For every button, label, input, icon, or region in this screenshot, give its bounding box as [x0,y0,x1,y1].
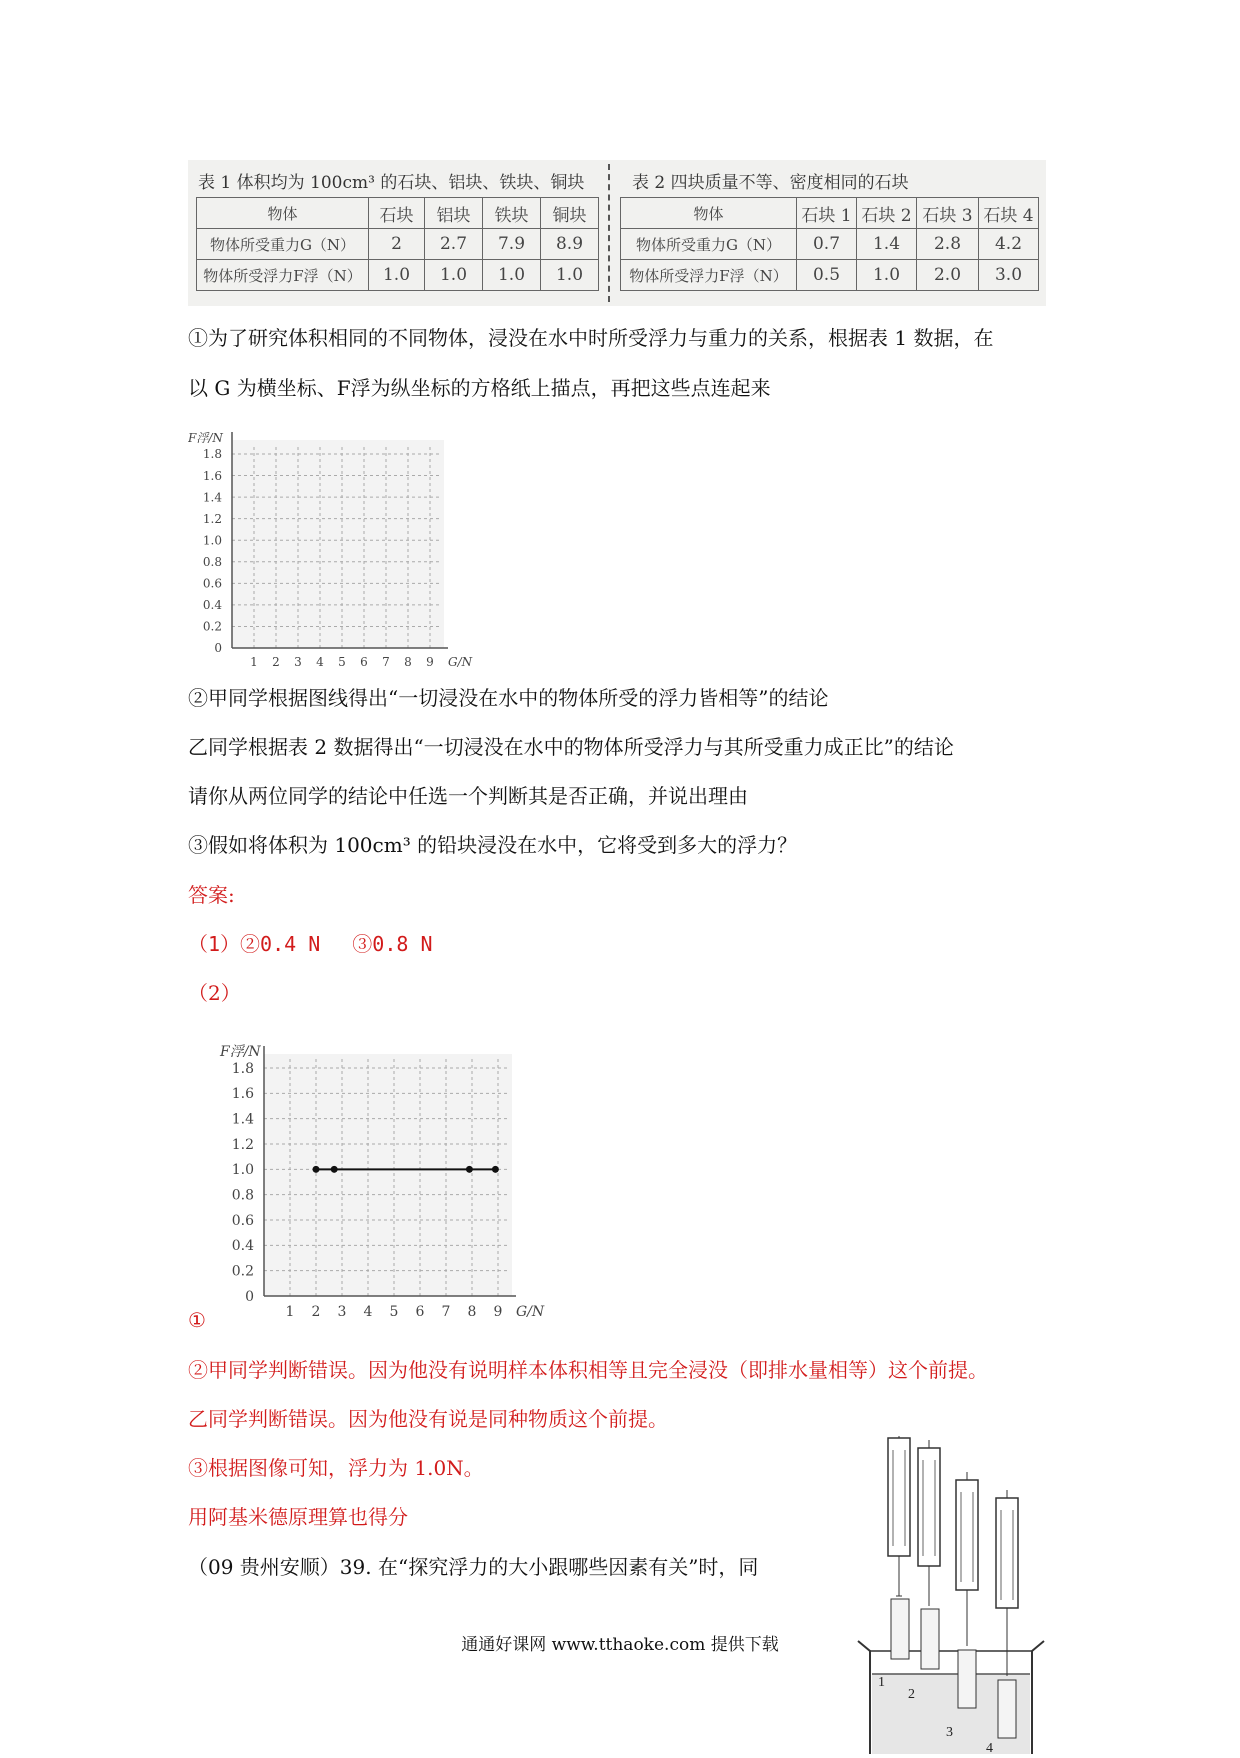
table-cell: 石块 2 [857,198,917,229]
page-footer: 通通好课网 www.tthaoke.com 提供下载 [461,1635,779,1655]
table-row [621,260,1039,291]
table-cell: 铜块 [541,198,599,229]
data-tables-panel [188,160,1046,306]
x-tick-label: 3 [294,655,302,669]
table-cell: 1.0 [483,260,541,291]
x-tick-label: 3 [337,1304,347,1318]
table-cell: 1.0 [425,260,483,291]
y-tick-label: 1.8 [231,1060,254,1077]
x-tick-label: 6 [360,655,368,669]
answer-a3-line2: 用阿基米德原理算也得分 [188,1505,408,1529]
q2-line2: 乙同学根据表 2 数据得出“一切浸没在水中的物体所受浮力与其所受重力成正比”的结论 [188,735,954,759]
x-tick-label: 7 [382,655,390,669]
chart-background [264,1054,512,1296]
answer-graph-chart-svg [210,1018,550,1318]
table2-caption: 表 2 四块质量不等、密度相同的石块 [632,173,909,193]
table-cell: 物体所受浮力F浮（N） [197,260,369,291]
y-tick-label: 0.4 [231,1238,254,1255]
answer-part1: （1）②0.4 N ③0.8 N [188,932,433,956]
y-tick-label: 1.2 [231,1136,254,1153]
x-tick-label: 1 [285,1304,295,1318]
table-cell: 4.2 [979,229,1039,260]
y-axis-label: F浮/N [220,1044,261,1060]
table-header-row [197,198,599,229]
answer-label: 答案: [188,883,235,907]
answer-a3-line1: ③根据图像可知，浮力为 1.0N。 [188,1456,484,1480]
x-axis-label: G/N [448,655,473,669]
answer-part2: （2） [188,981,241,1005]
x-tick-label: 6 [415,1304,425,1318]
y-tick-label: 0.8 [231,1187,254,1204]
y-tick-label: 0.8 [202,554,222,569]
table-row [197,229,599,260]
x-tick-label: 8 [404,655,412,669]
answer-circle1: ① [188,1308,206,1332]
y-tick-label: 0.2 [202,619,222,634]
table-cell: 7.9 [483,229,541,260]
table-cell: 石块 4 [979,198,1039,229]
answer-a2-line2: 乙同学判断错误。因为他没有说是同种物质这个前提。 [188,1407,668,1431]
data-point [492,1166,499,1173]
table-cell: 铁块 [483,198,541,229]
table2 [620,197,1039,291]
next-question-line: （09 贵州安顺）39. 在“探究浮力的大小跟哪些因素有关”时，同 [188,1555,759,1579]
table-cell: 物体所受重力G（N） [621,229,797,260]
answer-a2-line1: ②甲同学判断错误。因为他没有说明样本体积相等且完全浸没（即排水量相等）这个前提。 [188,1358,988,1382]
table-cell: 8.9 [541,229,599,260]
blank-grid-chart [188,414,478,674]
data-point [331,1166,338,1173]
x-tick-label: 8 [467,1304,477,1318]
table-cell: 石块 [369,198,425,229]
table1 [196,197,599,291]
figure-label-2: 2 [908,1687,915,1702]
x-tick-label: 4 [363,1304,373,1318]
table-cell: 3.0 [979,260,1039,291]
data-point [466,1166,473,1173]
spring-scale-beaker-svg [846,1436,1046,1754]
table-cell: 2.0 [917,260,979,291]
x-axis-label: G/N [516,1304,545,1318]
table-cell: 0.5 [797,260,857,291]
x-tick-label: 2 [311,1304,321,1318]
q1-line1: ①为了研究体积相同的不同物体，浸没在水中时所受浮力与重力的关系，根据表 1 数据，在 [188,326,994,350]
table-cell: 物体所受浮力F浮（N） [621,260,797,291]
y-tick-label: 0.4 [202,598,222,613]
figure-label-4: 4 [986,1741,993,1754]
chart-background [232,440,444,648]
y-tick-label: 1.8 [202,447,222,462]
q2-line1: ②甲同学根据图线得出“一切浸没在水中的物体所受的浮力皆相等”的结论 [188,686,829,710]
table-cell: 2.8 [917,229,979,260]
table-cell: 2.7 [425,229,483,260]
y-tick-label: 0.6 [231,1212,254,1229]
q2-line3: 请你从两位同学的结论中任选一个判断其是否正确，并说出理由 [188,784,748,808]
table-cell: 1.0 [369,260,425,291]
x-tick-label: 5 [389,1304,399,1318]
table-row [197,260,599,291]
y-tick-label: 1.2 [202,511,222,526]
y-tick-label: 1.4 [231,1111,254,1128]
x-tick-label: 5 [338,655,346,669]
data-point [313,1166,320,1173]
spring-scale-beaker-figure [846,1436,1046,1754]
y-tick-label: 1.6 [202,468,222,483]
y-axis-label: F浮/N [188,431,223,445]
figure-label-1: 1 [878,1675,885,1690]
y-tick-label: 1.0 [231,1162,254,1179]
table-cell: 物体 [197,198,369,229]
y-tick-label: 0.6 [202,576,222,591]
table-cell: 石块 3 [917,198,979,229]
table-cell: 铝块 [425,198,483,229]
x-tick-label: 4 [316,655,324,669]
table-cell: 物体 [621,198,797,229]
table-cell: 1.4 [857,229,917,260]
table-header-row [621,198,1039,229]
y-tick-label: 1.4 [202,490,222,505]
table-cell: 石块 1 [797,198,857,229]
x-tick-label: 7 [441,1304,451,1318]
table1-caption: 表 1 体积均为 100cm³ 的石块、铝块、铁块、铜块 [198,173,585,193]
table-row [621,229,1039,260]
answer-graph-chart [210,1018,550,1318]
table-cell: 2 [369,229,425,260]
x-tick-label: 9 [426,655,434,669]
y-tick-label: 0 [214,641,222,656]
blank-grid-chart-svg [188,414,478,674]
table-cell: 1.0 [857,260,917,291]
y-tick-label: 1.6 [231,1086,254,1103]
x-tick-label: 1 [250,655,258,669]
table-cell: 0.7 [797,229,857,260]
q1-line2: 以 G 为横坐标、F浮为纵坐标的方格纸上描点，再把这些点连起来 [188,376,771,400]
table-cell: 物体所受重力G（N） [197,229,369,260]
table-divider [608,164,610,302]
figure-label-3: 3 [946,1725,953,1740]
y-tick-label: 1.0 [202,533,222,548]
table-cell: 1.0 [541,260,599,291]
x-tick-label: 2 [272,655,280,669]
x-tick-label: 9 [493,1304,503,1318]
q3-line: ③假如将体积为 100cm³ 的铅块浸没在水中，它将受到多大的浮力？ [188,833,798,857]
y-tick-label: 0.2 [231,1263,254,1280]
y-tick-label: 0 [245,1288,254,1305]
